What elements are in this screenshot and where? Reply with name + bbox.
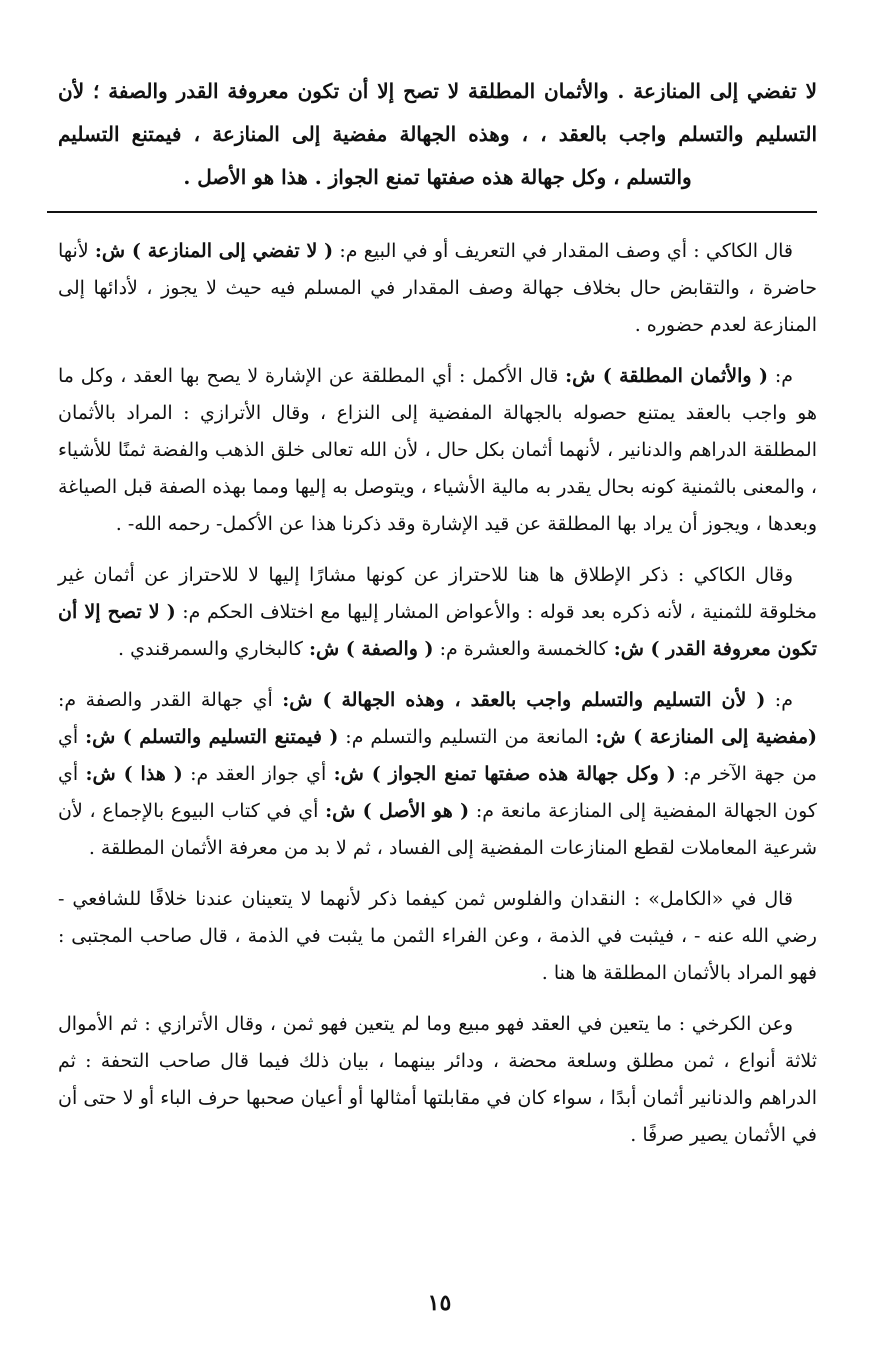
quoted-matn: ( لا تصح إلا أن تكون معروفة القدر ) ش: — [58, 601, 817, 660]
commentary-paragraph — [58, 233, 817, 344]
commentary-paragraph — [58, 358, 817, 543]
commentary-paragraph — [58, 557, 817, 668]
text-segment: كالبخاري والسمرقندي . — [118, 638, 309, 660]
text-segment: أي جواز العقد م: — [182, 763, 334, 785]
text-segment: أي في كتاب البيوع بالإجماع ، لأن شرعية المعاملات لقطع المنازعات المفضية إلى الفساد ، ثم لا بد من معرفة الأثمان المطلقة . — [58, 800, 817, 859]
commentary-paragraph — [58, 881, 817, 992]
text-segment: أي كون الجهالة المفضية إلى المنازعة مانعة م: — [58, 763, 817, 822]
main-text: لا تفضي إلى المنازعة . والأثمان المطلقة لا تصح إلا أن تكون معروفة القدر والصفة ؛ لأن التسليم والتسلم واجب بالعقد ، ، وهذه الجهالة مفضية إلى المنازعة ، فيمتنع التسليم والتسلم ، وكل جهالة هذه صفتها تمنع الجواز . هذا هو الأصل . — [58, 79, 817, 189]
quoted-matn: ( فيمتنع التسليم والتسلم ) ش: — [85, 726, 339, 748]
commentary-paragraph — [58, 1006, 817, 1154]
text-segment: المانعة من التسليم والتسلم م: — [338, 726, 596, 748]
text-segment: قال في «الكامل» : النقدان والفلوس ثمن كيفما ذكر لأنهما لا يتعينان عندنا خلافًا للشافعي - رضي الله عنه - ، فيثبت في الذمة ، وعن الفراء الثمن ما يثبت في الذمة ، قال صاحب المجتبى : فهو المراد بالأثمان المطلقة ها هنا . — [58, 888, 817, 984]
quoted-matn: ( هو الأصل ) ش: — [325, 800, 470, 822]
quoted-matn: ( لأن التسليم والتسلم واجب بالعقد ، وهذه الجهالة ) ش: — [282, 689, 766, 711]
text-segment: وقال الكاكي : ذكر الإطلاق ها هنا للاحتراز عن كونها مشارًا إليها لا للاحتراز عن أثمان غير مخلوقة للثمنية ، لأنه ذكره بعد قوله : والأعواض المشار إليها مع اختلاف الحكم م: — [58, 564, 817, 623]
text-segment: أي جهالة القدر والصفة م: — [58, 689, 283, 711]
commentary-paragraph — [58, 682, 817, 867]
text-segment: وعن الكرخي : ما يتعين في العقد فهو مبيع وما لم يتعين فهو ثمن ، وقال الأترازي : ثم الأموال ثلاثة أنواع ، ثمن مطلق وسلعة محضة ، ودائر بينهما ، بيان ذلك فيما قال صاحب التحفة : ثم الدراهم والدنانير أثمان أبدًا ، سواء كان في مقابلتها أمثالها أو أعيان صحبها حرف الباء أو لا حتى أن في الأثمان يصير صرفًا . — [58, 1013, 817, 1146]
text-segment: قال الكاكي : أي وصف المقدار في التعريف أو في البيع م: — [333, 240, 793, 262]
text-segment: م: — [767, 365, 793, 387]
quoted-matn: ( لا تفضي إلى المنازعة ) ش: — [94, 240, 334, 262]
text-segment: لأنها حاضرة ، والتقابض حال بخلاف جهالة وصف المقدار في المسلم فيه حيث لا يجوز ، لأدائها إلى المنازعة لعدم حضوره . — [58, 240, 817, 336]
text-segment: أي من جهة الآخر م: — [58, 726, 817, 785]
text-segment: قال الأكمل : أي المطلقة عن الإشارة لا يصح بها العقد ، وكل ما هو واجب بالعقد يمتنع حصوله بالجهالة المفضية إلى النزاع ، وقال الأترازي : المراد بالأثمان المطلقة الدراهم والدنانير ، لأنهما أثمان بكل حال ، لأن الله تعالى خلق الذهب والفضة ثمنًا للأشياء ، والمعنى بالثمنية كونه بحال يقدر به مالية الأشياء ، ويتوصل به إليها ومما بهذه الصفة قبل الصياغة وبعدها ، ويجوز أن يراد بها المطلقة عن قيد الإشارة وقد ذكرنا هذا عن الأكمل- رحمه الله- . — [58, 365, 817, 535]
page-number: ١٥ — [427, 1290, 452, 1316]
quoted-matn: ( والأثمان المطلقة ) ش: — [565, 365, 768, 387]
text-segment: م: — [765, 689, 793, 711]
separator-line — [47, 211, 817, 213]
quoted-matn: ( هذا ) ش: — [85, 763, 183, 785]
text-segment: كالخمسة والعشرة م: — [433, 638, 614, 660]
quoted-matn: (مفضية إلى المنازعة ) ش: — [595, 726, 817, 748]
quoted-matn: ( والصفة ) ش: — [308, 638, 434, 660]
quoted-matn: ( وكل جهالة هذه صفتها تمنع الجواز ) ش: — [333, 763, 676, 785]
